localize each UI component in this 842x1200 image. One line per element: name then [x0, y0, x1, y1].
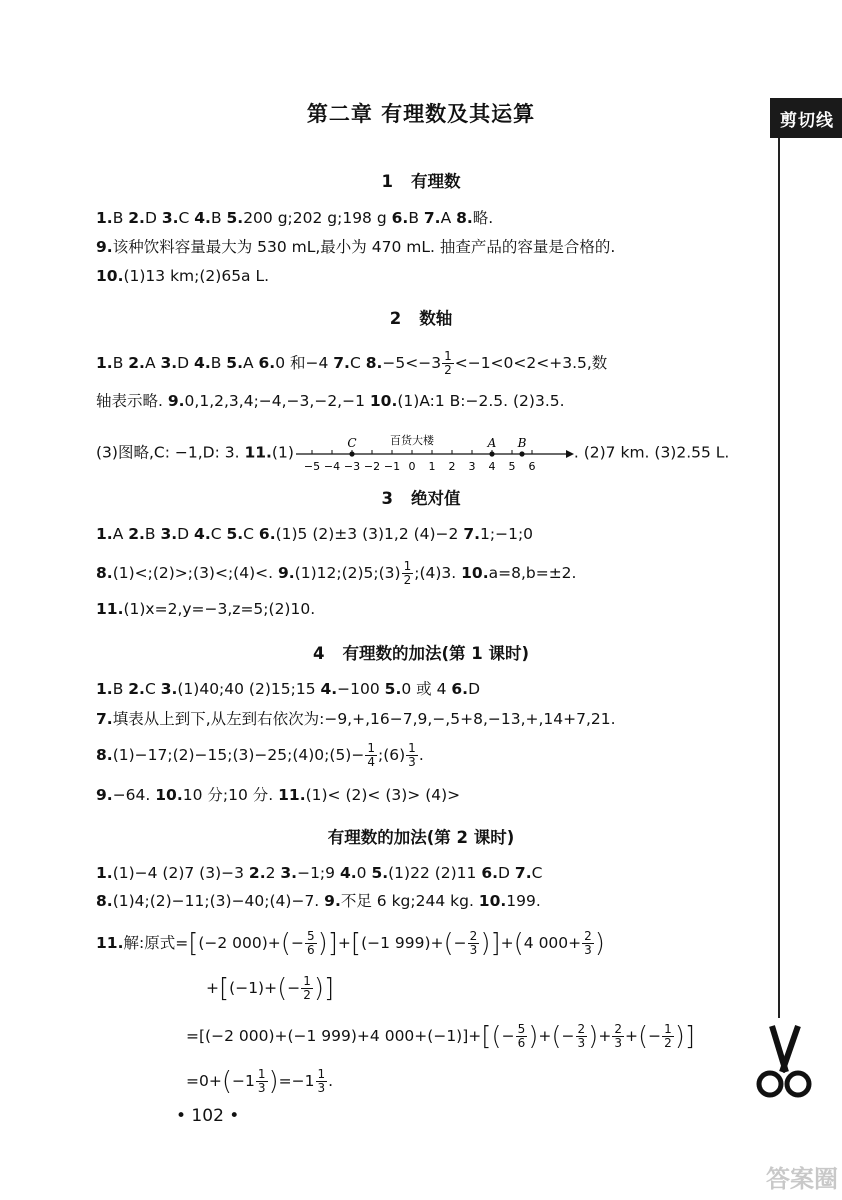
watermark: 答案圈: [766, 1165, 838, 1193]
number-line: [294, 430, 574, 476]
section-heading-4: 4 有理数的加法(第 1 课时): [312, 644, 530, 663]
solution-line: 11.解:原式=[(−2 000)+(− $\frac{5}{6}$ )]+[(−1 999)+(− $\frac{2}{3}$ )]+(4 000+ $\frac{2}{3}$ ): [96, 928, 605, 959]
fraction: $\frac{1}{3}$: [408, 741, 416, 769]
tick-label: −5: [303, 460, 320, 473]
tick-label: 6: [528, 460, 536, 473]
answer-line: 1.A 2.B 3.D 4.C 5.C 6.(1)5 (2)±3 (3)1,2 (4)−2 7.1;−1;0: [96, 525, 534, 543]
solution-line: =[(−2 000)+(−1 999)+4 000+(−1)]+[(− $\frac{5}{6}$ )+(− $\frac{2}{3}$ )+ $\frac{2}{3}$ +(− $\frac{1}{2}$ )]: [186, 1021, 696, 1052]
origin-caption: 百货大楼: [389, 434, 434, 447]
fraction: $\frac{1}{2}$: [403, 559, 412, 587]
section-heading-1: [0, 168, 842, 192]
tick-label: 3: [468, 460, 476, 473]
section-number: 1: [381, 172, 393, 191]
cut-line-label: 剪切线: [780, 111, 834, 131]
section-title: 有理数: [410, 172, 461, 191]
tick-label: 2: [448, 460, 456, 473]
answer-line: 9.该种饮料容量最大为 530 mL,最小为 470 mL. 抽查产品的容量是合格的.: [96, 238, 616, 256]
cut-line: [778, 138, 780, 1018]
page-number: • 102 •: [176, 1106, 240, 1126]
tick-label: −2: [363, 460, 380, 473]
tick-label: −1: [383, 460, 400, 473]
answer-line: 11.(1)x=2,y=−3,z=5;(2)10.: [96, 600, 316, 618]
answer-line: 10.(1)13 km;(2)65a L.: [96, 267, 270, 285]
answer-line: 9.−64. 10.10 分;10 分. 11.(1)< (2)< (3)> (4)>: [96, 786, 461, 804]
point-label: A: [487, 436, 497, 450]
tick-label: 5: [508, 460, 516, 473]
answer-line: 1.(1)−4 (2)7 (3)−3 2.2 3.−1;9 4.0 5.(1)22 (2)11 6.D 7.C: [96, 864, 543, 882]
point-label: B: [517, 436, 527, 450]
tick-label: 0: [408, 460, 416, 473]
point-label: C: [347, 436, 357, 450]
section-heading-2: 2 数轴: [389, 309, 453, 328]
answer-line: 8.(1)<;(2)>;(3)<;(4)<. 9.(1)12;(2)5;(3) $\frac{1}{2}$ ;(4)3. 10.a=8,b=±2.: [96, 559, 577, 587]
section-heading-5: 有理数的加法(第 2 课时): [327, 828, 515, 847]
answer-line: 1.B 2.A 3.D 4.B 5.A 6.0 和−4 7.C 8.−5<−3 $\frac{1}{2}$ <−1<0<2<+3.5,数: [96, 349, 608, 377]
tick-label: 1: [428, 460, 436, 473]
fraction: $\frac{1}{2}$: [444, 349, 452, 377]
fraction: $\frac{1}{4}$: [367, 741, 375, 769]
answer-line: 1.B 2.C 3.(1)40;40 (2)15;15 4.−100 5.0 或 4 6.D: [96, 680, 480, 698]
section-heading-3: 3 绝对值: [381, 489, 461, 508]
point-marker: [349, 451, 354, 456]
tick-label: −3: [343, 460, 360, 473]
answer-line: 7.填表从上到下,从左到右依次为:−9,+,16−7,9,−,5+8,−13,+,14+7,21.: [96, 710, 616, 728]
tick-label: 4: [488, 460, 496, 473]
chapter-title: 第二章 有理数及其运算: [306, 102, 536, 126]
answer-line: 8.(1)−17;(2)−15;(3)−25;(4)0;(5)− $\frac{1}{4}$ ;(6) $\frac{1}{3}$ .: [96, 741, 424, 769]
answer-line: 8.(1)4;(2)−11;(3)−40;(4)−7. 9.不足 6 kg;244 kg. 10.199.: [96, 892, 541, 910]
tick-label: −4: [323, 460, 340, 473]
answer-line: (3)图略,C: −1,D: 3. 11.(1) −5 −4 −3 −2 −1 0 1 2 3 4 5 6 C A B 百货大楼 . (2)7 km. (3)2.55 L.: [96, 430, 729, 476]
point-marker: [489, 451, 494, 456]
answer-line: 1.B 2.D 3.C 4.B 5.200 g;202 g;198 g 6.B 7.A 8.略.: [96, 209, 494, 227]
answer-line: 轴表示略. 9.0,1,2,3,4;−4,−3,−2,−1 10.(1)A:1 B:−2.5. (2)3.5.: [96, 392, 565, 410]
point-marker: [519, 451, 524, 456]
solution-line: =0+(−1 $\frac{1}{3}$ )=−1 $\frac{1}{3}$ .: [186, 1066, 334, 1097]
solution-line: +[(−1)+(− $\frac{1}{2}$ )]: [206, 973, 335, 1004]
axis-arrow: [566, 450, 574, 458]
scissors-icon: [752, 1022, 816, 1106]
